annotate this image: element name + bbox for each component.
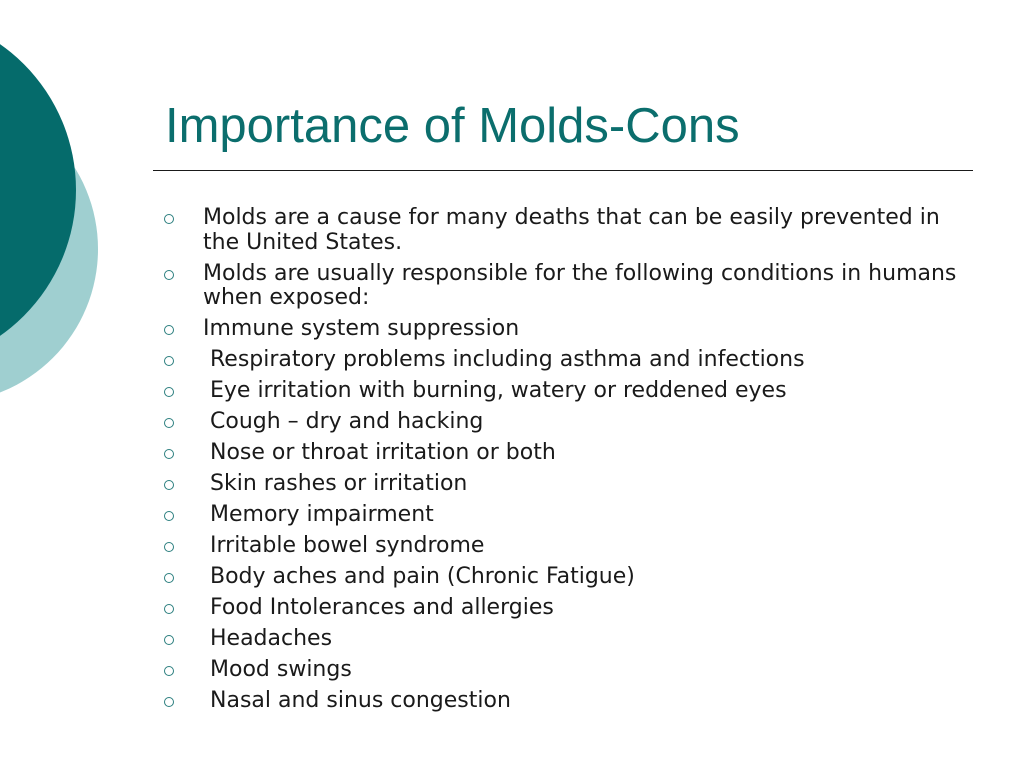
hollow-circle-bullet-icon	[164, 666, 174, 676]
title-divider	[153, 170, 973, 171]
list-item	[160, 441, 960, 466]
hollow-circle-bullet-icon	[164, 542, 174, 552]
hollow-circle-bullet-icon	[164, 635, 174, 645]
list-item	[160, 627, 960, 652]
bullet-text: Mood swings	[203, 657, 352, 682]
list-item	[160, 379, 960, 404]
hollow-circle-bullet-icon	[164, 511, 174, 521]
list-item	[160, 206, 960, 255]
bullet-text: Nasal and sinus congestion	[203, 688, 511, 713]
list-item	[160, 503, 960, 528]
list-item	[160, 317, 960, 342]
bullet-text: Cough – dry and hacking	[203, 409, 484, 434]
bullet-text: Nose or throat irritation or both	[203, 440, 556, 465]
bullet-text: Body aches and pain (Chronic Fatigue)	[203, 564, 635, 589]
hollow-circle-bullet-icon	[164, 356, 174, 366]
bullet-text: Molds are usually responsible for the following conditions in humans when exposed:	[203, 260, 964, 310]
hollow-circle-bullet-icon	[164, 270, 174, 280]
hollow-circle-bullet-icon	[164, 573, 174, 583]
list-item	[160, 348, 960, 373]
list-item	[160, 534, 960, 559]
hollow-circle-bullet-icon	[164, 387, 174, 397]
bullet-text: Molds are a cause for many deaths that can be easily prevented in the United States.	[203, 205, 947, 255]
hollow-circle-bullet-icon	[164, 418, 174, 428]
list-item	[160, 689, 960, 714]
bullet-text: Immune system suppression	[203, 316, 520, 341]
list-item	[160, 565, 960, 590]
bullet-text: Irritable bowel syndrome	[203, 533, 485, 558]
hollow-circle-bullet-icon	[164, 214, 174, 224]
list-item	[160, 658, 960, 683]
bullet-text: Food Intolerances and allergies	[203, 595, 554, 620]
hollow-circle-bullet-icon	[164, 480, 174, 490]
hollow-circle-bullet-icon	[164, 697, 174, 707]
hollow-circle-bullet-icon	[164, 325, 174, 335]
list-item	[160, 472, 960, 497]
list-item	[160, 596, 960, 621]
hollow-circle-bullet-icon	[164, 449, 174, 459]
list-item	[160, 260, 964, 311]
bullet-text: Skin rashes or irritation	[203, 471, 468, 496]
bullet-text: Headaches	[203, 626, 333, 651]
bullet-text: Memory impairment	[203, 502, 434, 527]
hollow-circle-bullet-icon	[164, 604, 174, 614]
bullet-text: Eye irritation with burning, watery or reddened eyes	[203, 378, 787, 403]
bullet-text: Respiratory problems including asthma and infections	[203, 347, 805, 372]
list-item	[160, 410, 960, 435]
bullet-list	[160, 205, 964, 720]
slide-title: Importance of Molds-Cons	[165, 99, 740, 153]
